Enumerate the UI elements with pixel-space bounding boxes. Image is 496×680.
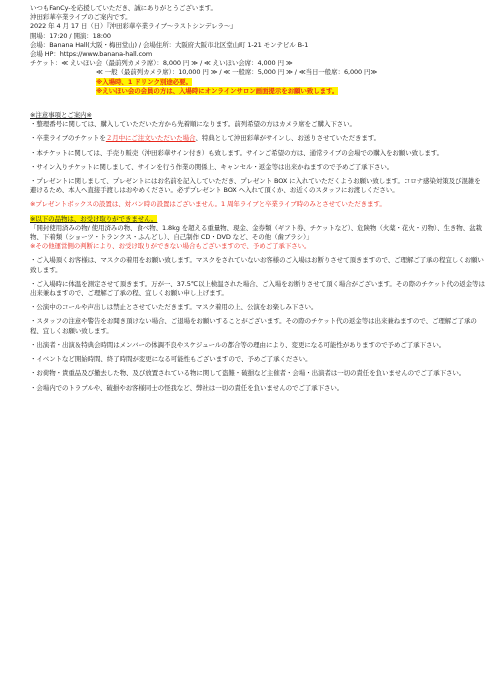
notes-title-text: ※注意事項とご案内※ [30, 111, 92, 120]
rule-performer-change: ・出演者・出演＆特典会時間はメンバーの体調不良やスケジュールの都合等の理由により、変更になる可能性がありますので予めご了承下さい。 [30, 340, 446, 349]
prohibited-section [30, 215, 486, 252]
event-date-title: 2022 年 4 月 17 日（日）『沖田彩華卒業ライブ〜ラストシンデレラ〜』 [30, 22, 237, 31]
rule-trouble: ・会場内でのトラブルや、破損やお客様同士の怪我など、弊社は一切の責任を負いませんのでご了承下さい。 [30, 383, 344, 392]
drink-note [30, 78, 486, 87]
venue-address: 会場：Banana Hall(大阪・梅田堂山) / 会場住所：大阪府大阪市北区堂山町 1-21 モンテビル B-1 [30, 40, 309, 49]
rule-mask: ・ご入場頂くお客様は、マスクの着用をお願い致します。マスクをされていないお客様のご入場はお断りさせて頂きますので、ご理解ご了承の程宜しくお願い致します。 [30, 256, 484, 274]
ticket-section [30, 59, 486, 96]
prohibited-warning: ※その他運営側の判断により、お受け取りができない場合もございますので、予めご了承下さい。 [30, 242, 311, 251]
rule-belongings: ・お荷物・貴重品及び撤去した物、及び放置されている物に関して盗難・破損など主催者・会場・出演者は一切の責任を負いませんのでご了承下さい。 [30, 369, 466, 378]
note-item-hand-sale: ・本チケットに関しては、手売り販売（沖田彩華サイン付き）も致します。サインご希望の方は、通常ライブの会場での購入をお願い致します。 [30, 148, 444, 157]
greeting-text: いつもFanCy-を応援していただき、誠にありがとうございます。 [30, 4, 217, 12]
intro-section [30, 4, 486, 59]
ticket-prices-row-2: ≪ 一般（最前列カメラ席）：10,000 円 ≫ / ≪ 一般席：5,000 円 ≫ / ≪当日一般席：6,000 円≫ [96, 68, 378, 77]
prohibited-title [30, 215, 486, 224]
note-item-sign-bonus-post: 、特典として沖田彩華がサインし、お送りさせていただきます。 [195, 134, 381, 143]
rules-section [30, 256, 486, 392]
prohibited-list: 「開封使用済みの物/ 使用済みの物、食べ物、1.8kg を超える重量物、現金、金券類（ギフト券、チケットなど）、危険物（火薬・花火・刃物）、生き物、盆栽物、下着類（ショーツ・トランクス・ふんどし）、自己制作 CD・DVD など、その他（歯ブラシ）」 [30, 223, 482, 242]
rule-temperature: ・ご入場時に体温を測定させて頂きます。万が一、37.5℃以上検温された場合、ご入場をお断りさせて頂く場合がございます。その際のチケット代の返金等は出来兼ねますので、ご理解ご了承の程、宜しくお願い申し上げます。 [30, 279, 485, 298]
notice-text: 沖田彩華卒業ライブのご案内です。 [30, 13, 132, 22]
notes-title [30, 111, 486, 120]
note-item-cancel-policy: ・サイン入りチケットに関しまして、サインを行う作業の関係上、キャンセル・返金等は出来かねますので予めご了承下さい。 [30, 162, 394, 171]
note-item-present: ・プレゼントに関しまして、プレゼントにはお名前を記入していただき、プレゼント BOX に入れていただくようお願い致します。コロナ感染対策及び混雑を避けるため、本人へ直接手渡しはおやめください。必ずプレゼント BOX へ入れて頂くか、お近くのスタッフにお渡しください。 [30, 177, 481, 195]
event-time: 開場：17:20 / 開演：18:00 [30, 31, 111, 40]
drink-note-text: ※入場時、1 ドリンク別途必要。 [96, 77, 192, 86]
member-note-text: ※えいほい会の会員の方は、入場時にオンラインサロン画面提示をお願い致します。 [96, 86, 339, 95]
member-note [30, 87, 486, 96]
ticket-prices-row-1: チケット：≪ えいほい会（最前列カメラ席）：8,000 円 ≫ / ≪ えいほい会席：4,000 円 ≫ [30, 59, 293, 68]
prohibited-title-text: ※以下の品物は、お受け取りができません。 [30, 214, 158, 223]
rule-time-change: ・イベントなど開始時間、終了時間が変更になる可能性もございますので、予めご了承ください。 [30, 355, 312, 364]
note-item-sign-bonus-pre: ・卒業ライブのチケットを [30, 134, 106, 143]
note-item-present-box: ※プレゼントボックスの設置は、対バン時の設置はございません。1 周年ライブと卒業ライブ時のみとさせていただきます。 [30, 200, 386, 209]
note-item-sign-bonus [30, 134, 486, 143]
rule-no-calls: ・公演中のコールや声出しは禁止とさせていただきます。マスク着用の上、公演をお楽しみ下さい。 [30, 303, 318, 312]
note-item-ticket-order: ・整理番号に関しては、購入していただいた方から先着順になります。前列希望の方はカメラ席をご購入下さい。 [30, 120, 356, 129]
note-item-sign-bonus-highlight: ２月中にご注文いただいた場合 [105, 134, 196, 143]
notes-section [30, 111, 486, 210]
venue-homepage: 会場 HP：https://www.banana-hall.com [30, 50, 153, 59]
rule-staff-warning: ・スタッフの注意や警告をお聞き頂けない場合、ご退場をお願いすることがございます。その際のチケット代の返金等は出来兼ねますので、ご理解ご了承の程、宜しくお願い致します。 [30, 317, 477, 335]
